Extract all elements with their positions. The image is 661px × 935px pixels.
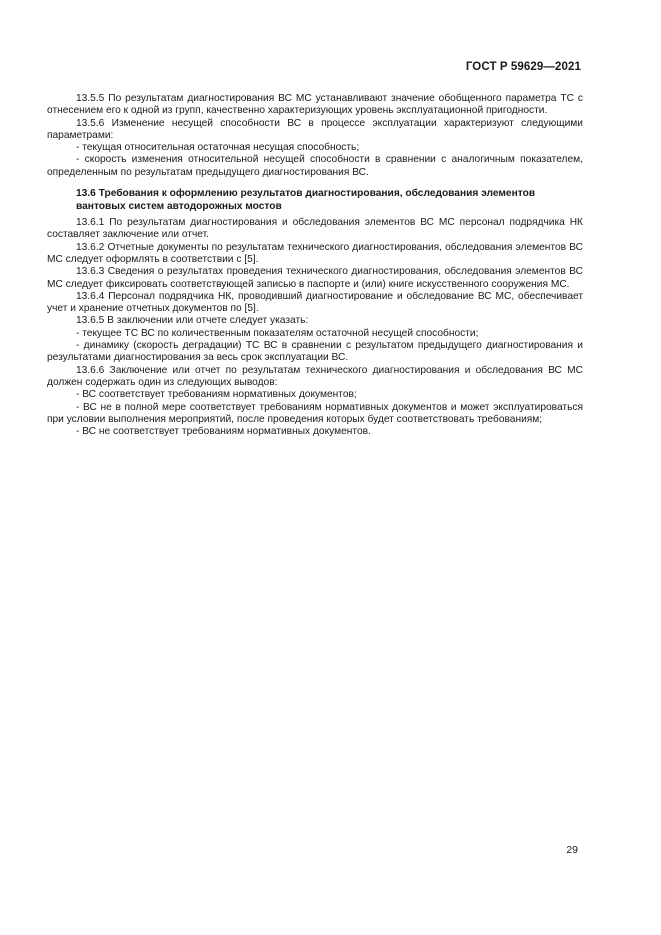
paragraph-13-6-5: 13.6.5 В заключении или отчете следует указать: [76, 315, 309, 327]
document-designation: ГОСТ Р 59629—2021 [465, 61, 581, 73]
list-item: - скорость изменения относительной несущей способности в сравнении с аналогичным показателем, определенным по результатам предыдущего диагностирования ВС. [47, 154, 583, 178]
list-item: - ВС не соответствует требованиям нормативных документов. [76, 426, 371, 438]
list-item: - ВС соответствует требованиям нормативных документов; [76, 389, 357, 401]
paragraph-13-6-1: 13.6.1 По результатам диагностирования и обследования элементов ВС МС персонал подрядчика НК составляет заключение или отчет. [47, 217, 583, 241]
document-body [47, 93, 583, 438]
list-item: - ВС не в полной мере соответствует требованиям нормативных документов и может эксплуатироваться при условии выполнения мероприятий, после проведения которых будет соответствовать требованиям; [47, 401, 583, 425]
section-heading-13-6: 13.6 Требования к оформлению результатов диагностирования, обследования элементов вантовых систем автодорожных мостов [76, 188, 536, 213]
paragraph-13-5-5: 13.5.5 По результатам диагностирования ВС МС устанавливают значение обобщенного параметра ТС с отнесением его к одной из групп, качественно характеризующих уровень эксплуатационной пригодности. [47, 93, 583, 117]
list-item: - текущая относительная остаточная несущая способность; [76, 142, 360, 154]
paragraph-13-6-3: 13.6.3 Сведения о результатах проведения технического диагностирования, обследования элементов ВС МС следует фиксировать соответствующей записью в паспорте и (или) книге искусственного сооружения МС. [47, 266, 583, 290]
paragraph-13-5-6: 13.5.6 Изменение несущей способности ВС в процессе эксплуатации характеризуют следующими параметрами: [47, 117, 583, 141]
paragraph-13-6-4: 13.6.4 Персонал подрядчика НК, проводивший диагностирование и обследование ВС МС, обеспечивает учет и хранение отчетных документов по [5]. [47, 290, 583, 315]
paragraph-13-6-6: 13.6.6 Заключение или отчет по результатам технического диагностирования и обследования ВС МС должен содержать один из следующих выводов: [47, 364, 583, 388]
page-number: 29 [566, 844, 578, 856]
list-item: - динамику (скорость деградации) ТС ВС в сравнении с результатом предыдущего диагностирования и результатами диагностирования за весь срок эксплуатации ВС. [47, 340, 583, 364]
list-item: - текущее ТС ВС по количественным показателям остаточной несущей способности; [76, 327, 479, 339]
paragraph-13-6-2: 13.6.2 Отчетные документы по результатам технического диагностирования, обследования элементов ВС МС следует оформлять в соответствии с [5]. [47, 241, 583, 265]
